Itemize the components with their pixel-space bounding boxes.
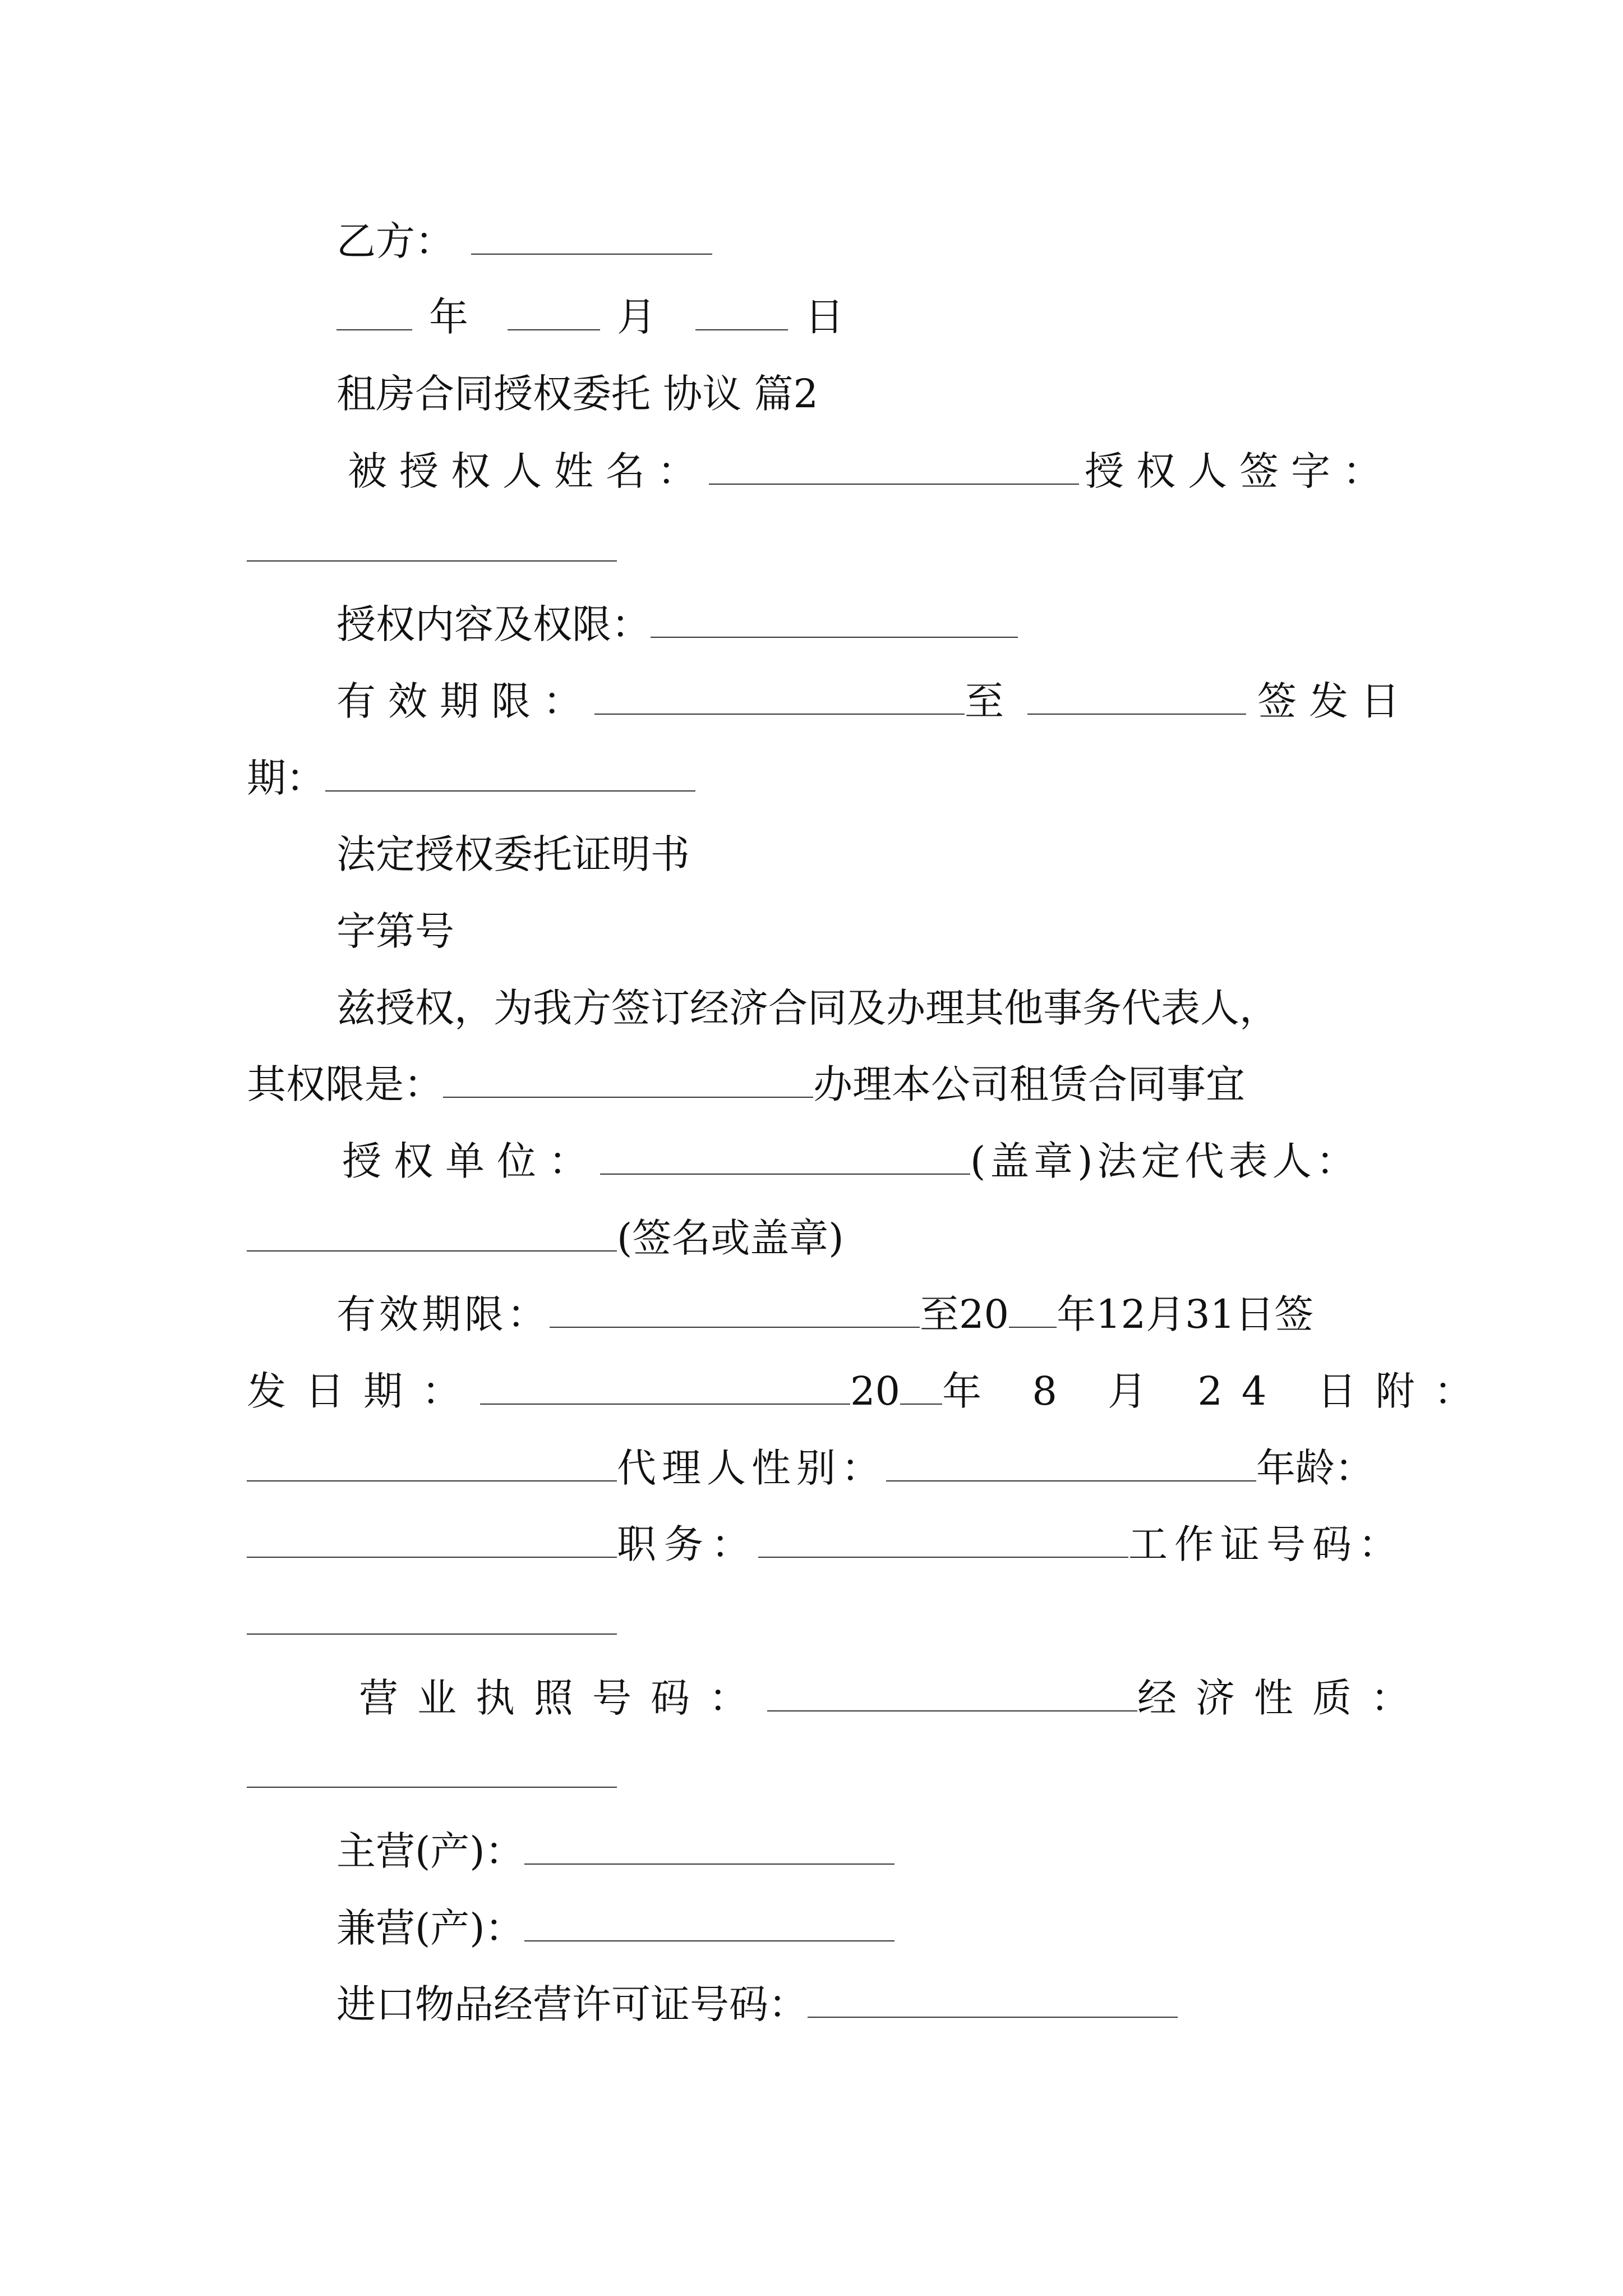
- authorizer-signature-blank: [247, 526, 617, 562]
- business-license-line: [359, 1673, 1429, 1723]
- issue-date-appendix-blank: [480, 1369, 850, 1405]
- work-id-line: [247, 1596, 617, 1646]
- economic-nature-label: 经济性质：: [1137, 1675, 1429, 1721]
- business-license-label: 营业执照号码：: [359, 1675, 767, 1721]
- validity-line: [336, 676, 1412, 726]
- side-business-line: [336, 1903, 895, 1953]
- issue-year-blank: [900, 1369, 942, 1405]
- validity-to-label: 至: [965, 678, 1016, 724]
- certificate-title-text: 法定授权委托证明书: [336, 831, 690, 877]
- authorized-name-label: 被授权人姓名：: [348, 448, 709, 494]
- agent-position-blank: [758, 1522, 1128, 1558]
- main-business-label: 主营(产)：: [336, 1828, 524, 1874]
- import-license-blank: [808, 1982, 1178, 2018]
- issue-date-appendix-label: 发日期：: [247, 1368, 480, 1414]
- validity-year-blank: [1009, 1292, 1057, 1328]
- authorization-scope-blank: [651, 602, 1018, 638]
- agent-gender-line: [247, 1443, 1374, 1493]
- issue-date-appendix-line: [247, 1366, 1492, 1416]
- scope-label: 其权限是：: [247, 1061, 443, 1107]
- legal-rep-signature-blank: [247, 1216, 617, 1251]
- business-license-blank: [767, 1676, 1137, 1711]
- day-blank: [695, 295, 788, 330]
- validity-period-line: [336, 1289, 1313, 1340]
- work-id-blank: [247, 1599, 617, 1635]
- party-b-blank: [471, 219, 712, 255]
- scope-blank: [443, 1062, 813, 1098]
- authorizing-unit-label: 授权单位：: [342, 1138, 600, 1184]
- section-heading: [336, 369, 818, 419]
- certificate-number: [336, 906, 454, 956]
- year-label: 年: [429, 294, 468, 340]
- issue-year-prefix: 20: [850, 1368, 901, 1414]
- agent-position-line: [247, 1519, 1404, 1570]
- agent-age-label: 年龄：: [1256, 1445, 1374, 1491]
- signature-or-seal-text: (签名或盖章): [617, 1215, 844, 1261]
- validity-start-blank: [594, 679, 965, 715]
- side-business-blank: [524, 1906, 895, 1941]
- issue-date-label-cont: 期：: [247, 755, 325, 801]
- main-business-line: [336, 1826, 895, 1876]
- side-business-label: 兼营(产)：: [336, 1905, 524, 1951]
- issue-date-blank: [325, 756, 695, 792]
- issue-date-appendix-text: 年 8 月 24 日附：: [942, 1368, 1492, 1414]
- import-license-label: 进口物品经营许可证号码：: [336, 1981, 808, 2027]
- year-blank: [336, 295, 412, 330]
- section-heading-text: 租房合同授权委托 协议 篇2: [336, 371, 819, 417]
- validity-period-label: 有效期限：: [336, 1291, 550, 1337]
- authorizer-signature-label: 授权人签字：: [1085, 448, 1394, 494]
- economic-nature-line: [247, 1749, 617, 1800]
- authorization-statement-line: [336, 983, 1279, 1033]
- validity-period-end: 年12月31日签: [1057, 1291, 1314, 1337]
- month-blank: [508, 295, 600, 330]
- import-license-line: [336, 1979, 1178, 2030]
- authorized-name-blank: [709, 449, 1079, 485]
- authorized-person-line: [348, 446, 1394, 496]
- authorization-scope-label: 授权内容及权限：: [336, 601, 651, 647]
- validity-label: 有效期限：: [336, 678, 594, 724]
- main-business-blank: [524, 1829, 895, 1865]
- legal-rep-label: (盖章)法定代表人：: [970, 1138, 1360, 1184]
- authorization-statement-text: 兹授权，为我方签订经济合同及办理其他事务代表人，: [336, 985, 1279, 1031]
- scope-line: [247, 1059, 1245, 1110]
- agent-gender-blank: [886, 1446, 1256, 1481]
- agent-age-blank: [247, 1522, 617, 1558]
- party-b-line: [336, 216, 712, 266]
- validity-period-start-blank: [550, 1292, 920, 1328]
- authorizer-signature-line: [247, 523, 617, 573]
- certificate-title: [336, 829, 690, 880]
- validity-end-blank: [1027, 679, 1246, 715]
- agent-gender-label: 代理人性别：: [617, 1445, 886, 1491]
- agent-position-label: 职务：: [617, 1521, 758, 1567]
- scope-text: 办理本公司租赁合同事宜: [813, 1061, 1245, 1107]
- date-line: [336, 292, 844, 342]
- authorization-scope-line: [336, 599, 1018, 650]
- economic-nature-blank: [247, 1752, 617, 1788]
- authorizing-unit-blank: [600, 1139, 970, 1175]
- party-b-label: 乙方：: [336, 218, 454, 264]
- work-id-label: 工作证号码：: [1128, 1521, 1404, 1567]
- issue-date-label: 签发日: [1257, 678, 1412, 724]
- day-label: 日: [805, 294, 844, 340]
- agent-name-blank: [247, 1446, 617, 1481]
- authorizing-unit-line: [342, 1136, 1360, 1186]
- validity-period-to: 至20: [920, 1291, 1009, 1337]
- legal-rep-signature-line: [247, 1213, 844, 1263]
- certificate-number-text: 字第号: [336, 908, 454, 954]
- month-label: 月: [617, 294, 656, 340]
- issue-date-line: [247, 753, 695, 803]
